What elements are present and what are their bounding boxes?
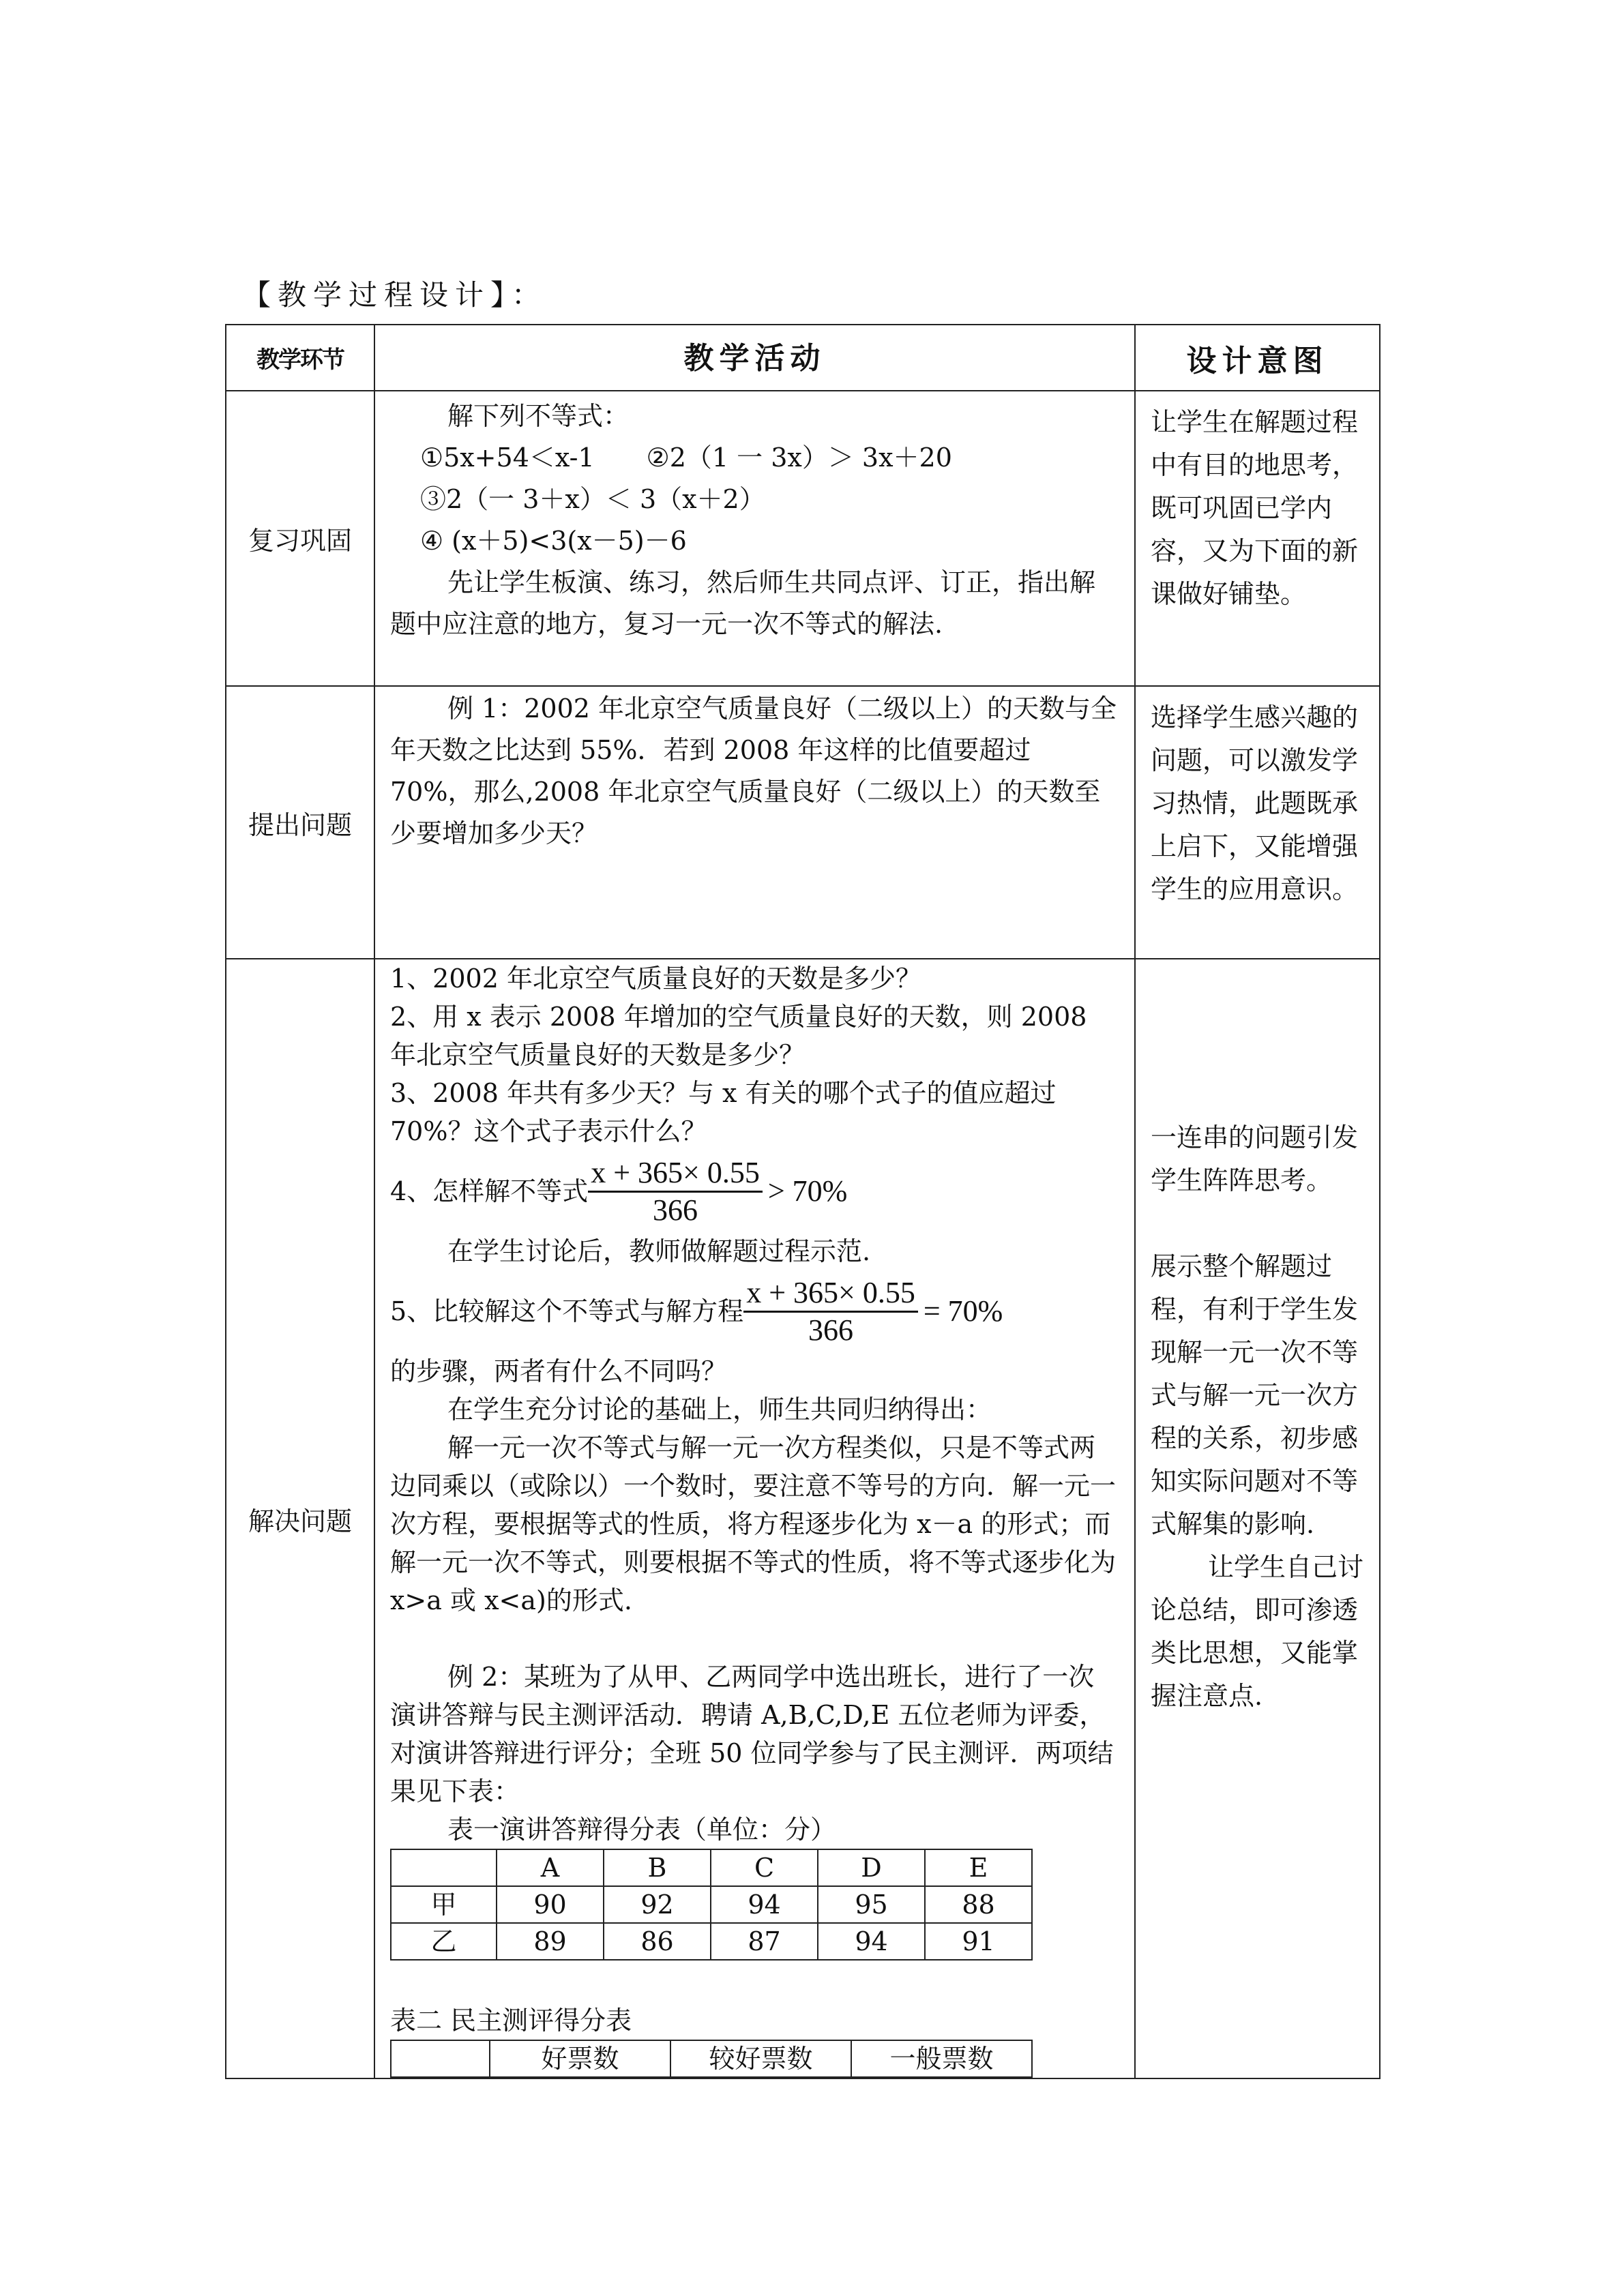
stage-review: 复习巩固 xyxy=(226,391,374,686)
table-cell: 95 xyxy=(818,1886,925,1923)
row-review xyxy=(226,391,1380,686)
question-5-tail: 的步骤，两者有什么不同吗？ xyxy=(390,1356,728,1386)
table-2-header-cell: 好票数 xyxy=(490,2040,670,2077)
table-2-header-cell xyxy=(391,2040,490,2077)
row-solve xyxy=(226,959,1380,2078)
question-4-prefix: 4、怎样解不等式 xyxy=(390,1176,589,1206)
example-1-text: 例 1：2002 年北京空气质量良好（二级以上）的天数与全年天数之比达到 55%．若到 2008 年这样的比值要超过 70%，那么,2008 年北京空气质量良好（二级以上）的天数至少要增加多少天？ xyxy=(390,694,1117,848)
propose-intent: 选择学生感兴趣的问题，可以激发学习热情，此题既承上启下，又能增强学生的应用意识。 xyxy=(1135,686,1380,959)
solve-intent-1: 一连串的问题引发学生阵阵思考。 xyxy=(1151,1122,1359,1195)
review-activity xyxy=(374,391,1135,686)
table-2-header-row xyxy=(391,2040,1032,2077)
header-intent: 设计意图 xyxy=(1135,325,1380,391)
solve-activity xyxy=(374,959,1135,2078)
table-1-header-cell: C xyxy=(711,1849,818,1886)
fraction-numerator: x + 365× 0.55 xyxy=(743,1275,918,1313)
table-cell: 91 xyxy=(925,1923,1032,1960)
lesson-plan-table xyxy=(225,324,1381,2079)
after-question-4: 在学生讨论后，教师做解题过程示范. xyxy=(447,1236,871,1266)
table-cell: 87 xyxy=(711,1923,818,1960)
table-cell: 甲 xyxy=(391,1886,497,1923)
table-2-header-cell: 较好票数 xyxy=(670,2040,851,2077)
conclusion-text: 解一元一次不等式与解一元一次方程类似，只是不等式两边同乘以（或除以）一个数时，要注意不等号的方向．解一元一次方程，要根据等式的性质，将方程逐步化为 x－a 的形式；而解一元一次不等式，则要根据不等式的性质，将不等式逐步化为 x>a 或 x<a)的形式. xyxy=(390,1433,1117,1615)
table-1-caption: 表一演讲答辩得分表（单位：分） xyxy=(447,1815,837,1845)
question-5-suffix: = 70% xyxy=(923,1294,1003,1328)
stage-solve: 解决问题 xyxy=(226,959,374,2078)
table-1-header-cell: D xyxy=(818,1849,925,1886)
table-cell: 乙 xyxy=(391,1923,497,1960)
table-cell: 94 xyxy=(818,1923,925,1960)
table-2-header-cell: 一般票数 xyxy=(851,2040,1032,2077)
table-1-header-cell: A xyxy=(497,1849,604,1886)
question-4-suffix: > 70% xyxy=(767,1174,848,1208)
review-line-5: 先让学生板演、练习，然后师生共同点评、订正，指出解题中应注意的地方，复习一元一次不等式的解法. xyxy=(390,567,1096,639)
table-cell: 89 xyxy=(497,1923,604,1960)
table-cell: 88 xyxy=(925,1886,1032,1923)
header-stage: 教学环节 xyxy=(226,325,374,391)
row-propose xyxy=(226,686,1380,959)
review-intent: 让学生在解题过程中有目的地思考，既可巩固已学内容，又为下面的新课做好铺垫。 xyxy=(1135,391,1380,686)
table-cell: 90 xyxy=(497,1886,604,1923)
table-cell: 94 xyxy=(711,1886,818,1923)
conclusion-intro: 在学生充分讨论的基础上，师生共同归纳得出： xyxy=(447,1395,992,1425)
solve-intent xyxy=(1135,959,1380,2078)
fraction-denominator: 366 xyxy=(808,1313,853,1347)
review-line-4: ④ (x＋5)<3(x－5)－6 xyxy=(420,526,687,556)
speech-score-table xyxy=(390,1849,1033,1960)
review-line-2: ①5x+54＜x-1 ②2（1 一 3x）＞ 3x＋20 xyxy=(420,443,952,473)
question-5-fraction xyxy=(743,1275,918,1348)
question-1: 1、2002 年北京空气质量良好的天数是多少？ xyxy=(390,964,921,994)
propose-activity xyxy=(374,686,1135,959)
table-row xyxy=(391,1886,1032,1923)
example-2-text: 例 2：某班为了从甲、乙两同学中选出班长，进行了一次演讲答辩与民主测评活动．聘请 A,B,C,D,E 五位老师为评委，对演讲答辩进行评分；全班 50 位同学参与了民主测评．两项结果见下表： xyxy=(390,1662,1114,1806)
review-line-3: ③2（一 3＋x）＜ 3（x＋2） xyxy=(420,484,765,514)
question-5-prefix: 5、比较解这个不等式与解方程 xyxy=(390,1296,744,1326)
table-cell: 86 xyxy=(604,1923,711,1960)
question-4 xyxy=(390,1150,1119,1232)
table-1-header-cell xyxy=(391,1849,497,1886)
header-row xyxy=(226,325,1380,391)
question-5 xyxy=(390,1270,1119,1352)
fraction-denominator: 366 xyxy=(653,1193,698,1227)
fraction-numerator: x + 365× 0.55 xyxy=(588,1155,763,1193)
solve-intent-2: 展示整个解题过程，有利于学生发现解一元一次不等式与解一元一次方程的关系，初步感知实际问题对不等式解集的影响. xyxy=(1151,1251,1359,1539)
question-2: 2、用 x 表示 2008 年增加的空气质量良好的天数，则 2008 年北京空气质量良好的天数是多少？ xyxy=(390,1002,1087,1070)
question-4-fraction xyxy=(588,1155,763,1228)
table-1-header-cell: E xyxy=(925,1849,1032,1886)
vote-score-table xyxy=(390,2040,1033,2078)
solve-intent-3: 让学生自己讨论总结，即可渗透类比思想，又能掌握注意点. xyxy=(1151,1552,1364,1711)
table-1-header-row xyxy=(391,1849,1032,1886)
stage-propose: 提出问题 xyxy=(226,686,374,959)
table-cell: 92 xyxy=(604,1886,711,1923)
question-3: 3、2008 年共有多少天？与 x 有关的哪个式子的值应超过 70%？这个式子表示什么？ xyxy=(390,1078,1057,1146)
table-row xyxy=(391,1923,1032,1960)
header-activity: 教学活动 xyxy=(374,325,1135,391)
table-2-caption: 表二 民主测评得分表 xyxy=(390,2006,632,2036)
table-1-header-cell: B xyxy=(604,1849,711,1886)
section-heading: 【教学过程设计】： xyxy=(242,278,548,312)
review-line-1: 解下列不等式： xyxy=(447,401,630,431)
